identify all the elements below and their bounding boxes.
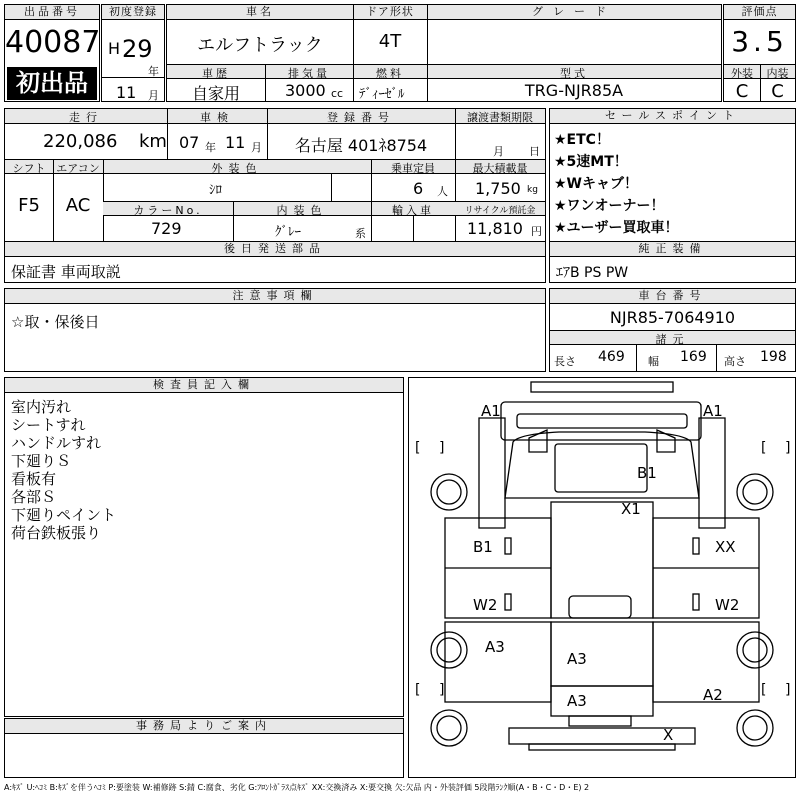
mark-a3-left: A3: [485, 638, 505, 656]
vehicle-detail-box: [4, 108, 546, 242]
sales-point-1: ★ETC！: [554, 132, 610, 148]
truck-outline-svg: [409, 378, 795, 777]
mileage-label: 走行: [69, 111, 103, 124]
sales-point-2: ★5速MT！: [554, 154, 628, 170]
bracket-left-1-open: [: [415, 440, 421, 456]
mileage-value: 220,086: [43, 131, 118, 152]
notes-value: ☆取・保後日: [11, 313, 100, 331]
inspector-line-2: シートすれ: [11, 416, 86, 434]
mark-xx-right: XX: [715, 538, 736, 556]
era-year: 29: [122, 35, 153, 63]
chassis-number: NJR85-7064910: [609, 308, 736, 327]
fuel-value: ﾃﾞｨｰｾﾞﾙ: [359, 87, 405, 102]
bracket-left-1-close: ]: [439, 440, 445, 456]
door-label: ドア形状: [353, 5, 427, 20]
inspection-label: 車検: [200, 111, 234, 124]
damage-diagram: [408, 377, 796, 778]
inspection-year-unit: 年: [205, 141, 216, 154]
dimensions-label: 諸元: [655, 333, 690, 346]
color-no-value: 729: [151, 219, 182, 238]
recycle-unit: 円: [531, 225, 542, 238]
exterior-grade: C: [735, 81, 749, 102]
chassis-label: 車台番号: [550, 289, 795, 304]
fuel-label: 燃料: [376, 67, 404, 80]
length-value: 469: [598, 349, 625, 365]
inspection-month-unit: 月: [251, 141, 262, 154]
displacement-unit: cc: [331, 87, 344, 100]
mileage-unit: km: [139, 131, 167, 152]
mark-b1-top: B1: [637, 464, 657, 482]
ext-color-label: 外装色: [211, 162, 263, 175]
office-box: [4, 718, 404, 778]
model-label: 型式: [560, 67, 588, 80]
width-label: 幅: [648, 355, 659, 368]
ac-value: AC: [65, 195, 91, 216]
history-label: 車歴: [202, 67, 230, 80]
era-letter: H: [108, 39, 121, 58]
car-info-box: [166, 4, 722, 102]
first-registration-box: [101, 4, 165, 102]
mark-a2-right: A2: [703, 686, 723, 704]
mark-a3-bottom: A3: [567, 692, 587, 710]
first-listing-badge: 初出品: [7, 67, 97, 100]
width-value: 169: [680, 349, 707, 365]
bracket-left-2-close: ]: [439, 682, 445, 698]
legend-text: A:ｷｽﾞ U:ﾍｺﾐ B:ｷｽﾞを伴うﾍｺﾐ P:要塗装 W:補修跡 S:錆 C:腐食、劣化 G:ﾌﾛﾝﾄｶﾞﾗｽ点ｷｽﾞ XX:交換済み X:要交換 欠:欠品 内・外装評価 5段階ﾗﾝｸ順(A・B・C・D・E) 2: [4, 783, 590, 792]
inspector-label: 検査員記入欄: [5, 378, 403, 393]
mark-a3-center: A3: [567, 650, 587, 668]
model-value: TRG-NJR85A: [524, 81, 624, 100]
notes-label: 注意事項欄: [5, 289, 545, 304]
car-name: エルフトラック: [197, 35, 323, 56]
transfer-month-unit: 月: [493, 145, 504, 158]
bracket-right-1-close: ]: [785, 440, 791, 456]
grade-label: グレード: [427, 5, 721, 20]
inspector-line-6: 各部Ｓ: [11, 488, 57, 506]
sales-points-label: セールスポイント: [550, 109, 795, 124]
shift-value: F5: [18, 195, 40, 216]
int-color-label: 内装色: [276, 204, 328, 217]
capacity-label: 乗車定員: [391, 162, 435, 175]
mark-w2-left: W2: [473, 596, 498, 614]
inspector-line-1: 室内汚れ: [11, 398, 72, 416]
inspection-month: 11: [225, 133, 246, 152]
car-name-label: 車名: [167, 5, 353, 20]
door-type: 4T: [378, 31, 402, 52]
month-unit: 月: [148, 89, 159, 102]
registration-number: 名古屋 401ﾈ8754: [294, 136, 428, 155]
displacement-value: 3000: [285, 81, 326, 100]
max-load-label: 最大積載量: [472, 162, 528, 175]
equipment-box: [549, 241, 796, 283]
reg-no-label: 登録番号: [327, 111, 395, 124]
ext-color-value: ｼﾛ: [209, 183, 222, 198]
equipment-value: ｴｱB PS PW: [556, 265, 629, 281]
inspector-line-3: ハンドルすれ: [11, 434, 102, 452]
bracket-right-1-open: [: [761, 440, 767, 456]
interior-label: 内装: [766, 67, 789, 80]
shift-label: シフト: [12, 162, 46, 175]
mark-a1-left: A1: [481, 402, 501, 420]
score-value: 3.5: [731, 25, 788, 58]
later-parts-box: [4, 241, 546, 283]
mark-w2-right: W2: [715, 596, 740, 614]
inspector-box: [4, 377, 404, 717]
lot-number-box: [4, 4, 100, 102]
transfer-day-unit: 日: [529, 145, 540, 158]
mark-a1-right: A1: [703, 402, 723, 420]
score-box: [723, 4, 796, 102]
later-parts-value: 保証書 車両取説: [11, 263, 121, 281]
inspection-year: 07: [179, 133, 200, 152]
capacity-unit: 人: [437, 185, 448, 198]
mark-b1-left: B1: [473, 538, 493, 556]
office-label: 事務局よりご案内: [5, 719, 403, 734]
notes-box: [4, 288, 546, 372]
mark-x-bottom: X: [663, 726, 674, 744]
lot-number: 40087: [5, 25, 101, 60]
sales-point-5: ★ユーザー買取車！: [554, 220, 679, 236]
ac-label: エアコン: [56, 162, 100, 175]
inspector-line-5: 看板有: [11, 470, 57, 488]
displacement-label: 排気量: [288, 67, 330, 80]
later-parts-label: 後日発送部品: [5, 242, 545, 257]
import-label: 輸入車: [392, 204, 434, 217]
chassis-box: [549, 288, 796, 372]
transfer-label: 譲渡書類期限: [467, 111, 533, 124]
first-reg-month: 11: [116, 83, 137, 102]
recycle-label: リサイクル預託金: [464, 206, 536, 216]
sales-points-box: [549, 108, 796, 242]
mark-x1: X1: [621, 500, 641, 518]
height-value: 198: [760, 349, 787, 365]
max-load-value: 1,750: [475, 179, 521, 198]
exterior-label: 外装: [731, 67, 753, 80]
sales-point-3: ★Wキャブ！: [554, 176, 638, 192]
inspector-line-8: 荷台鉄板張り: [11, 524, 102, 542]
score-label: 評価点: [724, 5, 795, 20]
height-label: 高さ: [724, 355, 746, 368]
equipment-label: 純正装備: [550, 242, 795, 257]
bracket-right-2-close: ]: [785, 682, 791, 698]
year-unit: 年: [148, 65, 159, 78]
length-label: 長さ: [554, 355, 576, 368]
history-value: 自家用: [191, 84, 240, 103]
int-color-unit: 系: [355, 227, 366, 240]
int-color-value: ｸﾞﾚｰ: [275, 225, 301, 240]
inspector-line-7: 下廻りペイント: [11, 506, 117, 524]
capacity-value: 6: [413, 179, 424, 198]
max-load-unit: kg: [527, 185, 538, 195]
recycle-value: 11,810: [467, 219, 523, 238]
inspector-line-4: 下廻りＳ: [11, 452, 72, 470]
sales-point-4: ★ワンオーナー！: [554, 198, 665, 214]
bracket-right-2-open: [: [761, 682, 767, 698]
lot-number-label: 出品番号: [5, 5, 99, 20]
interior-grade: C: [771, 81, 784, 102]
first-registration-label: 初度登録: [102, 5, 164, 20]
bracket-left-2-open: [: [415, 682, 421, 698]
color-no-label: カラーNo.: [133, 204, 203, 217]
